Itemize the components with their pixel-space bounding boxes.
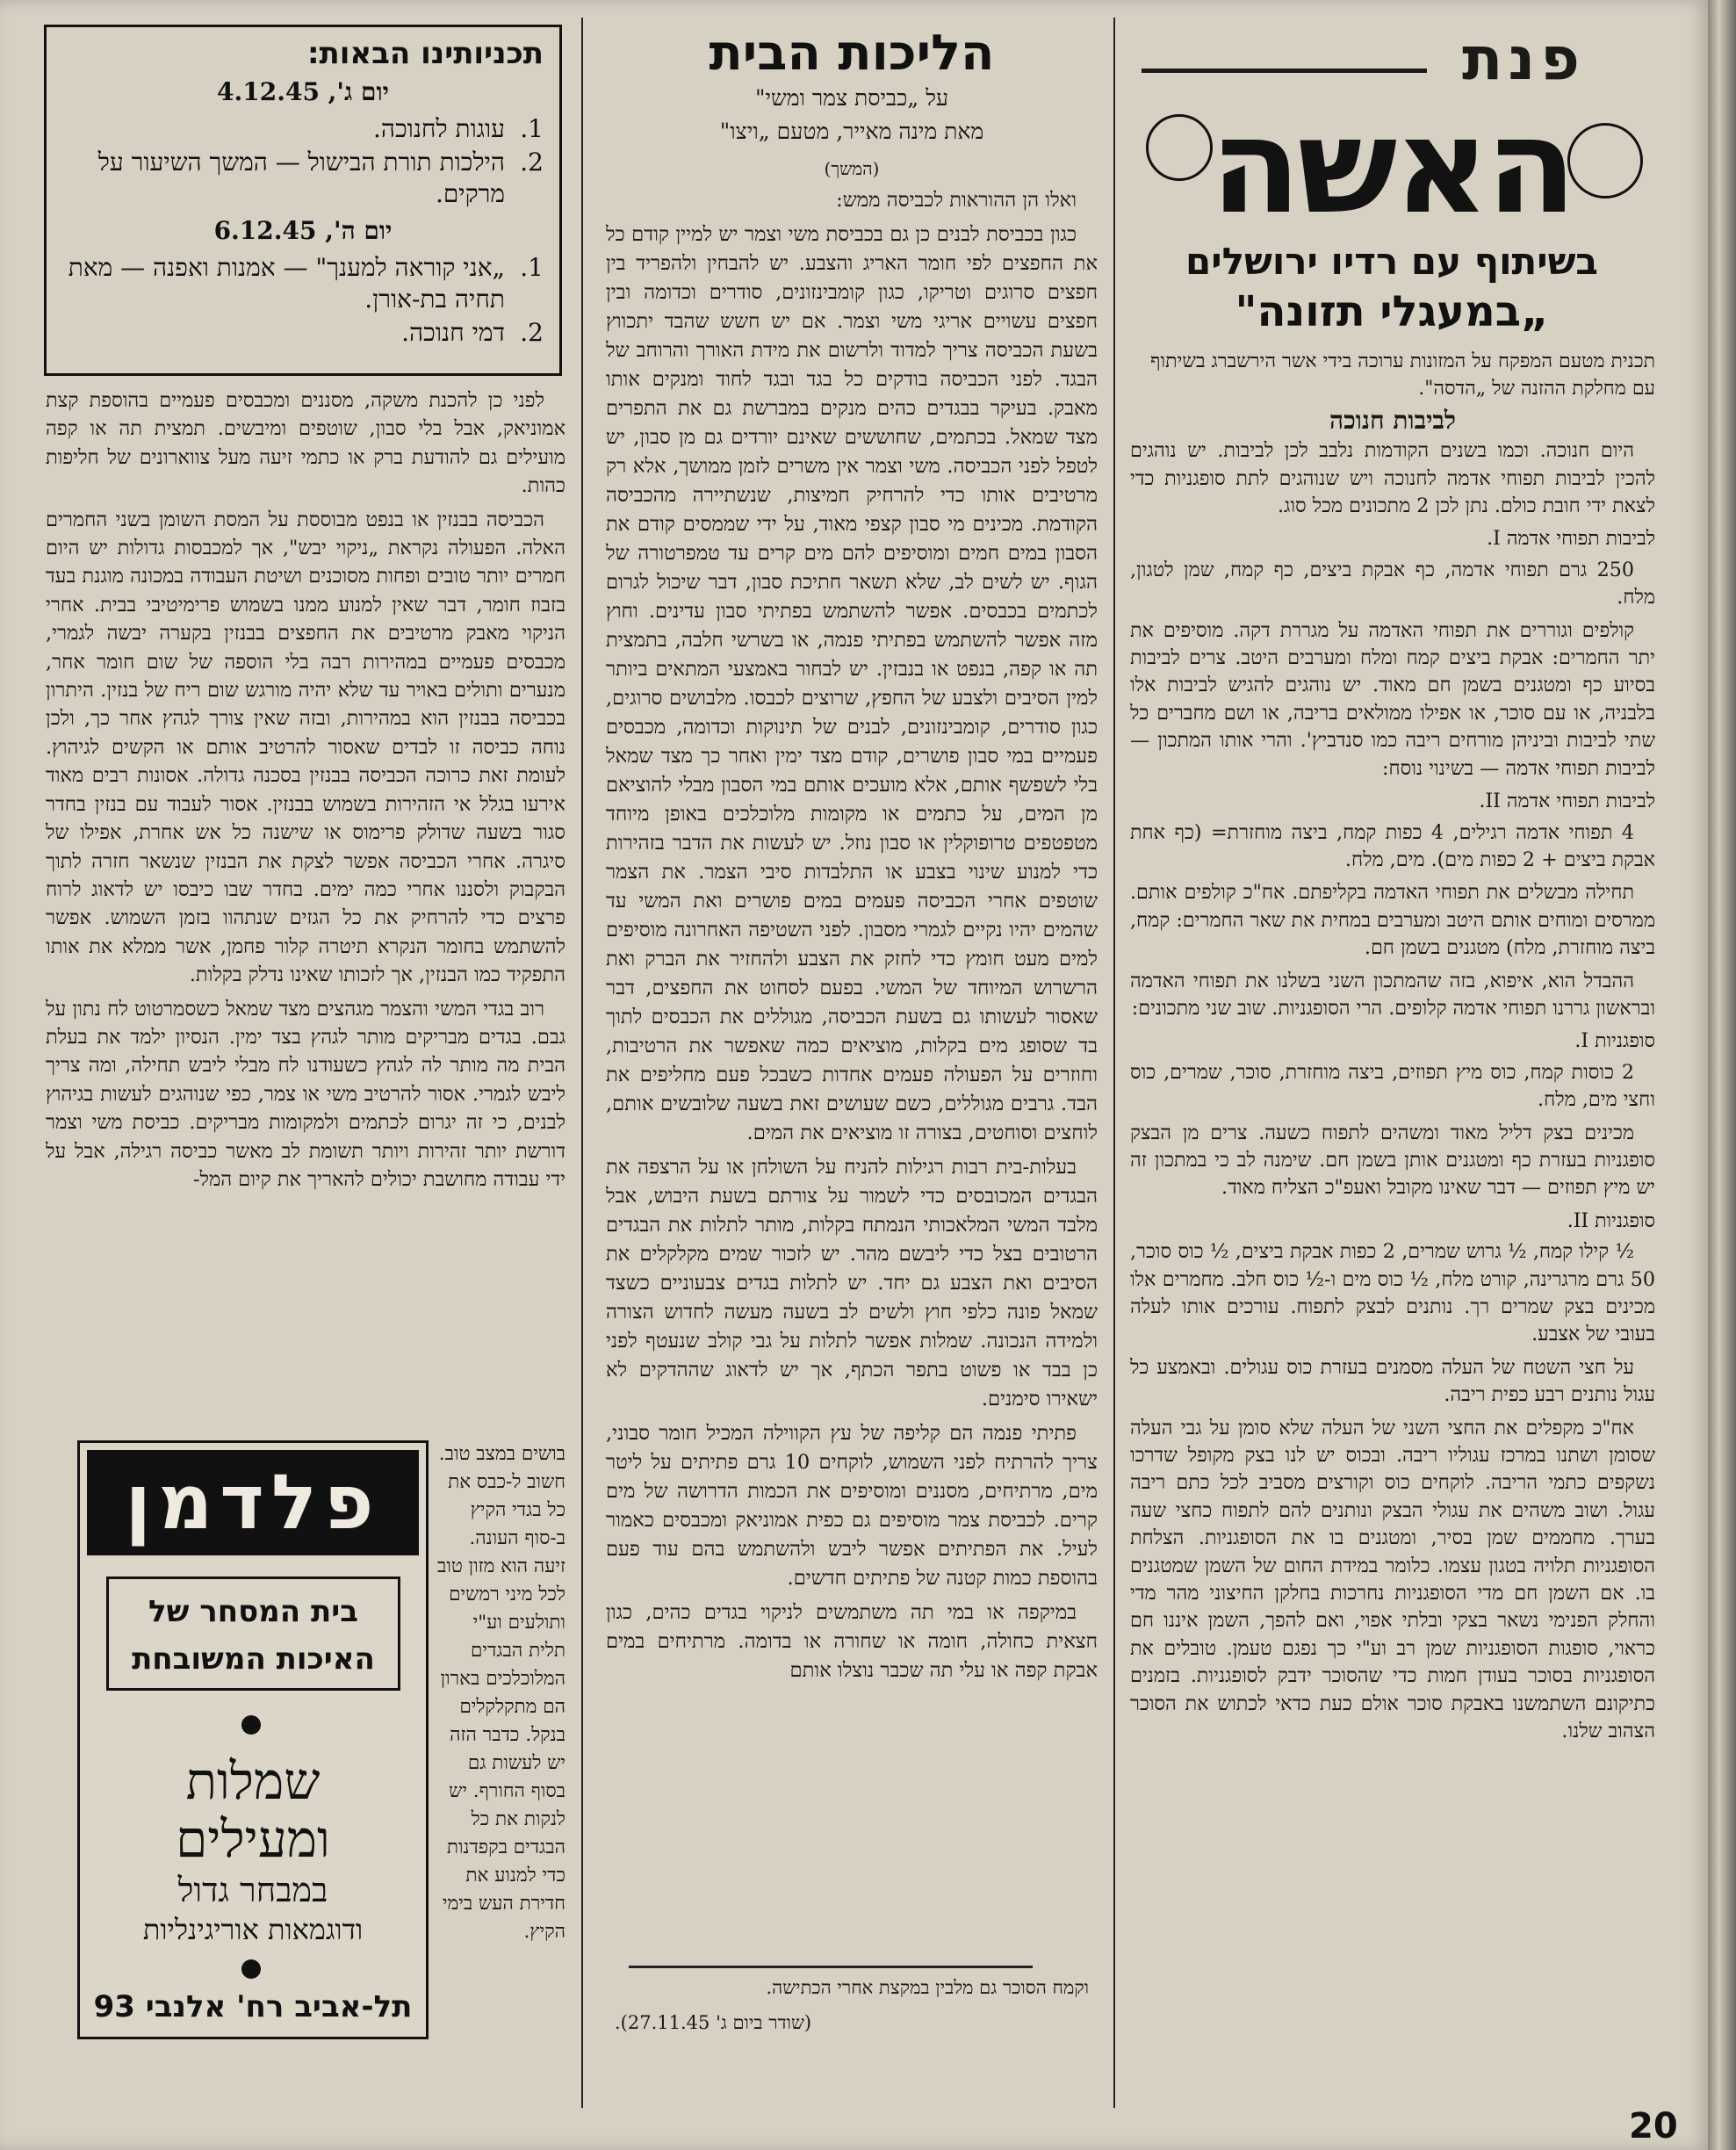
continued-label: (המשך) [824, 158, 880, 179]
item-text: דמי חנוכה. [401, 318, 505, 347]
paragraph: הכביסה בבנזין או בנפט מבוססת על המסת השומן בשני החמרים האלה. הפעולה נקראת „ניקוי יבש", אך למכבסות גדולות יש היום חמרים יותר טובים ופחות מסוכנים ושיטת העבודה במכונה מוגנת בעד בזבוז חומר, דבר שאין למנוע ממנו בשמוש פרימיטיבי בבית. אחרי הניקוי מאבק מרטיבים את החפצים בבנזין בקערה יבשה לגמרי, מכבסים פעמיים במהירות רבה בלי הוספה של שום חומר אחר, מנערים ותולים באויר עד שלא יהיה מורגש שום ריח של בנזין. היתרון בכביסה בבנזין הוא במהירות, ובזה שאין צורך לגהץ אחר כך, ולכן נוחה כביסה זו לבדים שאסור להרטיב אותם או הקשים לגיהוץ. לעומת זאת כרוכה הכביסה בבנזין בסכנה גדולה. אסונות רבים מאוד אירעו בגלל אי הזהירות בשמוש בבנזין. אסור לעבוד עם בנזין בחדר סגור בשעה שדולק פרימוס או שישנה כל אש אחרת, אפילו של סיגרה. אחרי הכביסה אפשר לצקת את הבנזין שנשאר חזרה לתוך הבקבוק ולסננו אחרי כמה ימים. בחדר שבו כיבסו יש לדאוג לרוח פרצים כדי להרחיק את כל הגזים שנתהוו בזמן השמוש. אפשר להשתמש בחומר הנקרא תיטרה קלור פחמן, אשר ממלא את אותו התפקיד כמו הבנזין, אך לזכותו שאינו נדלק בקלות. [46, 508, 565, 987]
recipe-heading: סופגניות I. [1574, 1030, 1655, 1053]
paragraph: אח"כ מקפלים את החצי השני של העלה שלא סומן על גבי העלה שסומן ושתנו במרכז עגוליו ריבה. ובכוס יש לנו בצק מקופל שדרכו נשקפים כתמי הריבה. לוקחים כוס וקורצים מסביב לכל כתם ריבה עגול. ושוב משהים את עגולי הבצק ונותנים להם לתפוח כחצי שעה בערך. מחממים שמן בסיר, ומטגנים בו את הסופגניות. הצלחת הסופגניות תלויה בטגון עצמו. כלומר במידת החום של השמן שמטגנים בו. אם השמן חם מדי הסופגניות נחרכות בחלקן החיצוני מהר מדי והחלק הפנימי נשאר בצקי ובלתי אפוי, ואם להפך, השמן איננו חם כראוי, סופגות הסופגניות שמן רב וע"י כך נפגם טעמן. טובלים את הסופגניות בסוכר בעודן חמות כדי שהסוכר ידבק לסופגניות. בזמנים כתיקונם השתמשנו באבקת סוכר אולם כעת כדאי לכתוש את הסוכר הצהוב שלנו. [1130, 1416, 1655, 1743]
ad-address: תל-אביב רח' אלנבי 93 [93, 1989, 413, 2024]
ad-bullet [241, 1959, 261, 1979]
page-number: 20 [1629, 2106, 1678, 2146]
program-title: „במעגלי תזונה" [1235, 287, 1549, 336]
column-divider [1113, 18, 1115, 2108]
ad-line: במבחר גדול [177, 1871, 328, 1909]
ad-tagline: בית המסחר של [148, 1594, 358, 1629]
schedule-box [44, 25, 562, 376]
ad-brand: פלדמן [87, 1450, 419, 1555]
middle-column [606, 186, 1098, 1947]
paragraph: ההבדל הוא, איפוא, בזה שהמתכון השני בשלנו את תפוחי האדמה ובראשון גררנו תפוחי אדמה קלופים. הרי הסופגניות. שוב שני מתכונים: [1130, 969, 1655, 1020]
schedule-item [62, 147, 544, 210]
schedule-day: יום ה', 6.12.45 [213, 216, 393, 245]
ad-line: שמלות [185, 1751, 321, 1811]
item-number: 1. [520, 114, 544, 143]
item-number: 1. [520, 253, 544, 282]
schedule-item [62, 317, 544, 349]
column-divider [581, 18, 583, 2108]
article-title: הליכות הבית [709, 25, 995, 82]
paragraph: רוב בגדי המשי והצמר מגהצים מצד שמאל כשסמרטוט לח נתון על גבם. בגדים מבריקים מותר לגהץ בצד ימין. הנסיון ילמד את בעלת הבית מה מותר לה לגהץ כשעודנו לח מבלי ליבש תחילה, ומה צריך ליבש לגמרי. אסור להרטיב משי או צמר, כפי שנוהגים לעשות בגיהוץ לבנים, כי זה יגרום לכתמים ולמקומות מבריקים. כביסת משי וצמר דורשת יותר זהירות ויותר תשומת לב מאשר כביסה רגילה, אבל על ידי עבודה מחושבת יכולים להאריך את קיום המל- [46, 997, 565, 1191]
footnote-text: וקמח הסוכר גם מלבין במקצת אחרי הכתישה. [766, 1977, 1089, 1998]
ad-line: ומעילים [176, 1809, 330, 1869]
paragraph: תחילה מבשלים את תפוחי האדמה בקליפתם. אח"כ קולפים אותם. ממרסים ומוחים אותם היטב ומערבים במחית את שאר החמרים: קמח, ביצה מוחזרת, מלח) מטגנים בשמן חם. [1130, 881, 1655, 960]
paragraph: קולפים וגוררים את תפוחי האדמה על מגררת דקה. מוסיפים את יתר החמרים: אבקת ביצים קמח ומלח ומערבים היטב. צרים לביבות בסיוע כף ומטגנים בשמן חם מאוד. יש נוהגים להגיש לביבות אלו בלבניה, או עם סוכר, או אפילו ממולאים בריבה, או ושם מחברים כל שתי לביבות וביניהן מורחים ריבה כמו סנדביץ'. והרי אותו המתכון — לביבות תפוחי אדמה — בשינוי נוסח: [1130, 618, 1655, 780]
paragraph: בושים במצב טוב. חשוב ל-כבס את כל בגדי הקיץ ב-סוף העונה. זיעה הוא מזון טוב לכל מיני רמשים ותולעים וע"י תלית הבגדים המלוכלכים בארון הם מתקלקלים בנקל. כדבר הזה יש לעשות גם בסוף החורף. יש לנקות את כל הבגדים בקפדנות כדי למנוע את חדירת העש בימי הקיץ. [437, 1443, 565, 1943]
masthead [1128, 90, 1655, 243]
item-text: „אני קוראה למענך" — אמנות ואפנה — מאת תחיה בת-אורן. [68, 253, 505, 314]
recipe-heading: לביבות תפוחי אדמה II. [1479, 790, 1655, 813]
recipe-heading: לביבות תפוחי אדמה I. [1487, 528, 1655, 551]
footnote [615, 1973, 1089, 2043]
ad-bullet [241, 1715, 261, 1735]
paragraph: ואלו הן ההוראות לכביסה ממש: [836, 189, 1077, 212]
paragraph: ½ קילו קמח, ½ גרוש שמרים, 2 כפות אבקת ביצים, ½ כוס סוכר, 50 גרם מרגרינה, קורט מלח, ½ כוס מים ו-½ כוס חלב. מחמרים אלו מכינים בצק שמרים רך. נותנים לבצק לתפוח. עורכים אותו לעלה בעובי של אצבע. [1130, 1240, 1655, 1346]
article-subtitle: על „כביסת צמר ומשי" [754, 85, 949, 111]
paragraph: 4 תפוחי אדמה רגילים, 4 כפות קמח, ביצה מוחזרת= (כף אחת אבקת ביצים + 2 כפות מים). מים, מלח. [1130, 820, 1655, 871]
cooperation-line: בשיתוף עם רדיו ירושלים [1185, 240, 1599, 283]
advertisement [77, 1440, 429, 2039]
article-byline: מאת מינה מאייר, מטעם „ויצו" [719, 119, 984, 144]
schedule-title: תכניותינו הבאות: [306, 36, 544, 71]
right-column [1130, 343, 1655, 2086]
masthead-illustration [1146, 114, 1213, 181]
left-column-narrow [437, 1440, 565, 2073]
section-label-rule [1142, 69, 1427, 73]
masthead-illustration [1567, 123, 1643, 198]
paragraph: על חצי השטח של העלה מסמנים בעזרת כוס עגולים. ובאמצע כל עגול נותנים רבע כפית ריבה. [1130, 1355, 1655, 1407]
left-column [46, 386, 565, 1432]
item-number: 2. [520, 148, 544, 177]
ad-tagline: האיכות המשובחת [132, 1641, 375, 1677]
paragraph: היום חנוכה. וכמו בשנים הקודמות נלבב לכן לביבות. יש נוהגים להכין לביבות תפוחי אדמה לחנוכה ויש שנוהגים לתת סופגניות כדי לצאת ידי חובת כולם. נתן לכן 2 מתכונים מכל סוג. [1130, 439, 1655, 518]
section-label: פנת [1462, 25, 1585, 94]
schedule-item [62, 252, 544, 315]
ad-line: ודוגמאות אוריגינליות [142, 1913, 364, 1946]
recipe-heading: סופגניות II. [1567, 1209, 1655, 1232]
page-edge [1708, 0, 1736, 2150]
paragraph: מכינים בצק דליל מאוד ומשהים לתפוח כשעה. צרים מן הבצק סופגניות בעזרת כף ומטגנים אותן בשמן חם. שימנה לב כי במתכון זה יש מיץ תפוזים — דבר שאינו מקובל ואעפ"כ הצליח מאוד. [1130, 1121, 1655, 1200]
paragraph: פתיתי פנמה הם קליפה של עץ הקווילה המכיל חומר סבוני, צריך להרתיח לפני השמוש, לוקחים 10 גרם פתיתים על ליטר מים, מרתיחים, מסננים ומוסיפים את הכמות הדרושה של מים קרים. לכביסת צמר מוסיפים גם כפית אמוניאק ומכבסים כאמור לעיל. את הפתיתים אפשר ליבש ולהשתמש בהם עוד פעם בהוספת כמות קטנה של פתיתים חדשים. [606, 1422, 1098, 1590]
ad-tagline-box [106, 1576, 400, 1691]
paragraph: בעלות-בית רבות רגילות להניח על השולחן או על הרצפה את הבגדים המכובסים כדי לשמור על צורתם בשעת היבוש, אבל מלבד המשי המלאכותי הנמתח בקלות, מותר לתלות את הבגדים הרטובים בצל כדי ליבשם מהר. יש לזכור שמים מקלקלים את הסיבים ואת הצבע גם יחד. יש לתלות בגדים צבעוניים כשצד שמאל פונה כלפי חוץ ולשים לב בשעה מעשה לחדוש הצורה ולמידה הנכונה. שמלות אפשר לתלות על גבי קולב שנעטף לפני כן בבד או פשוט בתפר הכתף, אך יש לדאוג שההדקים לא ישאירו סימנים. [606, 1156, 1098, 1410]
article-title: לביבות חנוכה [1329, 405, 1457, 435]
paragraph: לפני כן להכנת משקה, מסננים ומכבסים פעמיים בהוספת קצת אמוניאק, אבל בלי סבון, שוטפים ומיבשים. תמצית תה או קפה מועילים גם להודעת ברק או כתמי זיעה מעל צווארונים של חליפות כהות. [46, 389, 565, 498]
broadcast-date: (שודר ביום ג' 27.11.45). [615, 2012, 812, 2033]
schedule-item [62, 113, 544, 145]
footnote-rule [629, 1966, 1033, 1968]
paragraph: כגון בכביסת לבנים כן גם בכביסת משי וצמר יש למיין קודם כל את החפצים לפי חומר האריג והצבע. יש להבחין ולהפריד בין חפצים סרוגים וטריקו, כגון קומבינזונים, סודרים וכדומה ובין חפצים עשויים אריגי משי וצמר. אם יש חשש שהבד יתכווץ בשעת הכביסה צריך למדוד ולרשום את מידת האורך והרוחב של הבגד. לפני הכביסה בודקים כל בגד ובגד לחוד ומנקים אותו מאבק. בעיקר בבגדים כהים מנקים במברשת גם את התפרים מצד שמאל. בכתמים, שחוששים שאינם יורדים גם מן סבון, יש לטפל לפני הכביסה. משי וצמר אין משרים לזמן ממושך, אלא רק מרטיבים אותו כדי להרחיק חמיצות, שנשתיירה מהכביסה הקודמת. מכינים מי סבון קצפי מאוד, על ידי שממסים קודם את הסבון במים חמים ומוסיפים להם מים קרים עד טמפרטורה של הגוף. יש לשים לב, שלא תשאר חתיכת סבון, דבר שיכול לגרום לכתמים בכבסים. אפשר להשתמש בפתיתי סבון עדינים. וחוץ מזה אפשר להשתמש בפתיתי פנמה, או בשרשי חלבה, בתמצית תה או קפה, בנפט או בנבזין. יש לבחור באמצעי המתאים ביותר למין הסיבים ולצבע של החפץ, שרוצים לכבסו. מלבושים סרוגים, כגון סודרים, קומבינזונים, לבנים של תינוקות וכדומה, מכבסים פעמיים במי סבון פושרים, קודם מצד ימין ואחר כך מצד שמאל בלי לשפשף אותם, אלא מועכים אותם במי הסבון מבלי להוציאם מן המים, על כתמים או מקומות מלוכלכים באופן מיוחד מטפטפים טרופוקלין או סבון נוזל. יש לעשות את הדבר בזהירות כדי למנוע שינוי בצבע או התלבדות סיבי הצמר. את הצמר שוטפים אחרי הכביסה פעמים במים פושרים ואת המשי עד שהמים יהיו נקיים לגמרי מסבון. לפני השטיפה האחרונה מוסיפים למים מעט חומץ כדי לחזק את הצבע ולהחזיר את הברק ואת הרשרוש המיוחד של המשי. בפעם לסחוט את החפצים, דבר שאסור לעשותו גם בשעת הכביסה, מגוללים את הכבסים לתוך בד שסופג מים בקלות, מוציאים כמה שאפשר את הרטיבות, וחוזרים על הפעולה פעמים אחדות כשבכל פעם מחליפים את הבד. גרבים מגוללים, כשם שעושים זאת בשעה שלובשים אותם, לוחצים וסוחטים, בצורה זו מוציאים את המים. [606, 223, 1098, 1144]
item-text: עוגות לחנוכה. [372, 114, 505, 143]
paragraph: 2 כוסות קמח, כוס מיץ תפוזים, ביצה מוחזרת, סוכר, שמרים, כוס וחצי מים, מלח. [1130, 1060, 1655, 1112]
paragraph: 250 גרם תפוחי אדמה, כף אבקת ביצים, כף קמח, שמן לטגון, מלח. [1130, 558, 1655, 610]
program-intro: תכנית מטעם המפקח על המזונות ערוכה בידי אשר הירשברג בשיתוף עם מחלקת ההזנה של „הדסה". [1150, 350, 1655, 400]
masthead-title: האשה [1210, 90, 1574, 243]
paragraph: במיקפה או במי תה משתמשים לניקוי בגדים כהים, כגון חצאית כחולה, חומה או שחורה או בדומה. מרתיחים במים אבקת קפה או עלי תה שכבר נוצלו אותם [606, 1601, 1098, 1682]
item-text: הילכות תורת הבישול — המשך השיעור על מרקים. [97, 148, 505, 208]
item-number: 2. [520, 318, 544, 347]
schedule-day: יום ג', 4.12.45 [217, 77, 389, 106]
